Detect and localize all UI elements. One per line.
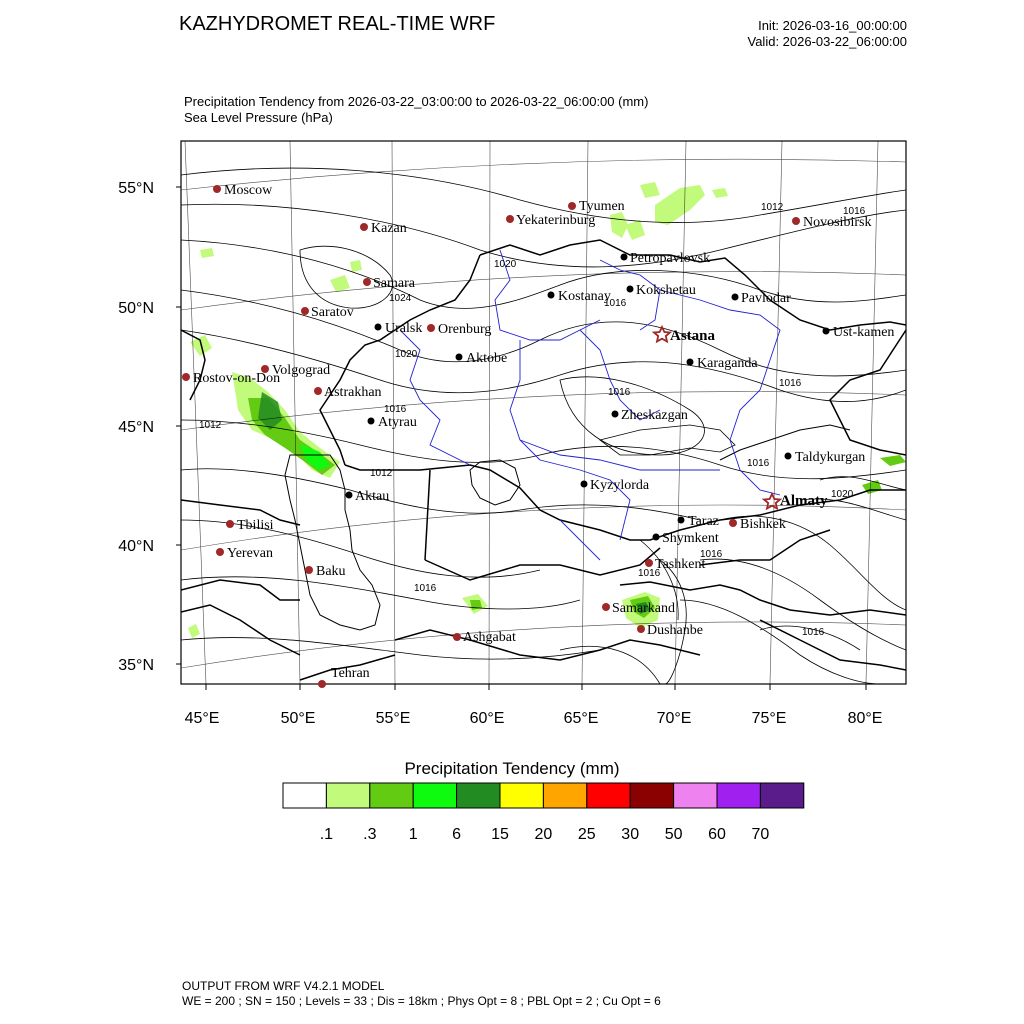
lon-label: 70°E [656, 710, 692, 727]
city-marker [456, 351, 508, 366]
lat-label: 45°N [118, 419, 154, 436]
svg-text:Yerevan: Yerevan [227, 546, 274, 561]
colorbar-swatch [370, 783, 413, 808]
city-marker [427, 322, 491, 337]
legend-tick-label: 70 [751, 826, 770, 843]
svg-text:Pavlodar: Pavlodar [741, 291, 791, 306]
svg-text:Orenburg: Orenburg [438, 322, 492, 337]
lon-label: 80°E [847, 710, 883, 727]
city-marker [612, 408, 688, 423]
lon-label: 45°E [184, 710, 220, 727]
isobar-label: 1016 [747, 458, 770, 469]
city-marker [792, 215, 871, 230]
init-time: Init: 2026-03-16_00:00:00 [758, 18, 907, 33]
city-marker [729, 517, 786, 532]
isobar-label: 1020 [395, 349, 418, 360]
colorbar-swatch [760, 783, 803, 808]
colorbar-swatch [674, 783, 717, 808]
lon-labels [185, 710, 883, 727]
isobar-label: 1016 [779, 378, 802, 389]
legend-tick-label: 25 [577, 826, 596, 843]
svg-text:Baku: Baku [316, 564, 346, 579]
city-marker [581, 478, 650, 493]
svg-text:Dushanbe: Dushanbe [647, 623, 703, 638]
lon-label: 65°E [563, 710, 599, 727]
city-marker [226, 518, 274, 533]
city-marker [216, 546, 273, 561]
city-marker [506, 213, 595, 228]
city-marker [568, 199, 625, 214]
city-marker [318, 666, 370, 688]
svg-text:Almaty: Almaty [780, 493, 828, 509]
svg-text:Shymkent: Shymkent [662, 531, 719, 546]
isobar-label: 1024 [389, 293, 412, 304]
svg-text:Zheskazgan: Zheskazgan [621, 408, 688, 423]
legend-tick-label: 6 [452, 826, 462, 843]
legend-tick-label: .3 [363, 826, 377, 843]
isobar-label: 1012 [199, 420, 222, 431]
city-marker [453, 630, 516, 645]
lat-label: 55°N [118, 180, 154, 197]
isobar-label: 1012 [370, 468, 393, 479]
legend-tick-label: 30 [621, 826, 640, 843]
svg-text:Volgograd: Volgograd [272, 363, 331, 378]
precip-shading [188, 182, 906, 638]
capital-star-icon [764, 493, 828, 509]
isobar-label: 1016 [604, 298, 627, 309]
city-marker [314, 385, 382, 400]
legend-tick-label: 1 [408, 826, 418, 843]
svg-text:Petropavlovsk: Petropavlovsk [630, 251, 711, 266]
isobar-label: 1016 [638, 568, 661, 579]
legend-tick-label: 20 [534, 826, 553, 843]
legend-title: Precipitation Tendency (mm) [404, 759, 620, 778]
svg-text:Ashgabat: Ashgabat [463, 630, 516, 645]
isobar-label: 1016 [843, 206, 866, 217]
colorbar-swatch [630, 783, 673, 808]
colorbar-swatch [326, 783, 369, 808]
colorbar-swatch [587, 783, 630, 808]
capital-star-icon [654, 327, 716, 344]
lat-label: 40°N [118, 538, 154, 555]
svg-text:Tbilisi: Tbilisi [237, 518, 274, 533]
colorbar-swatch [500, 783, 543, 808]
svg-text:Bishkek: Bishkek [740, 517, 786, 532]
svg-text:Saratov: Saratov [311, 305, 354, 320]
city-marker [621, 251, 711, 266]
map-title: KAZHYDROMET REAL-TIME WRF [179, 13, 496, 35]
city-marker [182, 371, 280, 386]
city-marker [637, 623, 703, 638]
city-marker [627, 283, 696, 298]
city-marker [368, 415, 417, 430]
colorbar-swatch [457, 783, 500, 808]
model-config-footer: WE = 200 ; SN = 150 ; Levels = 33 ; Dis = 18km ; Phys Opt = 8 ; PBL Opt = 2 ; Cu Opt = 6 [182, 994, 661, 1008]
svg-text:Taldykurgan: Taldykurgan [795, 450, 866, 465]
slp-subtitle: Sea Level Pressure (hPa) [184, 110, 333, 125]
lat-label: 35°N [118, 657, 154, 674]
legend-tick-label: .1 [319, 826, 334, 843]
svg-text:Rostov-on-Don: Rostov-on-Don [193, 371, 281, 386]
city-marker [548, 289, 611, 304]
colorbar-swatch [413, 783, 456, 808]
svg-text:Novosibirsk: Novosibirsk [803, 215, 872, 230]
svg-text:Uralsk: Uralsk [385, 321, 423, 336]
svg-text:Astana: Astana [670, 328, 716, 344]
svg-text:Kyzylorda: Kyzylorda [590, 478, 650, 493]
svg-text:Samara: Samara [373, 276, 415, 291]
isobar-labels [199, 202, 866, 638]
svg-text:Astrakhan: Astrakhan [324, 385, 382, 400]
city-marker [375, 321, 423, 336]
isobar-label: 1020 [831, 489, 854, 500]
svg-text:Samarkand: Samarkand [612, 601, 675, 616]
isobar-label: 1012 [761, 202, 784, 213]
lon-label: 50°E [280, 710, 316, 727]
lat-label: 50°N [118, 300, 154, 317]
legend-tick-label: 15 [491, 826, 509, 843]
svg-text:Karaganda: Karaganda [697, 356, 758, 371]
city-marker [360, 221, 407, 236]
precip-subtitle: Precipitation Tendency from 2026-03-22_03:00:00 to 2026-03-22_06:00:00 (mm) [184, 94, 649, 109]
legend-tick-label: 50 [664, 826, 683, 843]
isobar-label: 1016 [384, 404, 407, 415]
lon-label: 60°E [469, 710, 505, 727]
svg-text:Aktau: Aktau [355, 489, 390, 504]
lat-labels [118, 180, 154, 674]
city-marker [305, 564, 346, 579]
svg-text:Aktobe: Aktobe [466, 351, 508, 366]
city-marker [645, 557, 705, 572]
city-marker [602, 601, 675, 616]
valid-time: Valid: 2026-03-22_06:00:00 [747, 34, 907, 49]
city-marker [213, 183, 273, 198]
city-marker [301, 305, 354, 320]
svg-text:Moscow: Moscow [224, 183, 273, 198]
colorbar-swatch [543, 783, 586, 808]
city-marker [346, 489, 390, 504]
legend-tick-label: 60 [708, 826, 726, 843]
svg-text:Tehran: Tehran [331, 666, 370, 681]
isobar-label: 1020 [494, 259, 517, 270]
lon-label: 55°E [375, 710, 411, 727]
city-marker [687, 356, 759, 371]
precip-colorbar [283, 783, 804, 808]
lon-label: 75°E [751, 710, 787, 727]
colorbar-swatch [283, 783, 326, 808]
svg-text:Taraz: Taraz [688, 514, 719, 529]
svg-text:Yekaterinburg: Yekaterinburg [516, 213, 596, 228]
svg-text:Kokshetau: Kokshetau [636, 283, 696, 298]
isobar-label: 1016 [802, 627, 825, 638]
isobar-label: 1016 [414, 583, 437, 594]
svg-text:Kazan: Kazan [371, 221, 407, 236]
city-marker [785, 450, 866, 465]
colorbar-swatch [717, 783, 760, 808]
svg-text:Kostanay: Kostanay [558, 289, 611, 304]
model-footer: OUTPUT FROM WRF V4.2.1 MODEL [182, 979, 385, 993]
city-marker [732, 291, 792, 306]
svg-text:Tyumen: Tyumen [579, 199, 625, 214]
isobar-label: 1016 [608, 387, 631, 398]
svg-text:Atyrau: Atyrau [378, 415, 417, 430]
svg-text:Ust-kamen: Ust-kamen [833, 325, 895, 340]
isobar-label: 1016 [700, 549, 723, 560]
city-marker [653, 531, 719, 546]
svg-text:Tashkent: Tashkent [655, 557, 706, 572]
city-marker [823, 325, 895, 340]
